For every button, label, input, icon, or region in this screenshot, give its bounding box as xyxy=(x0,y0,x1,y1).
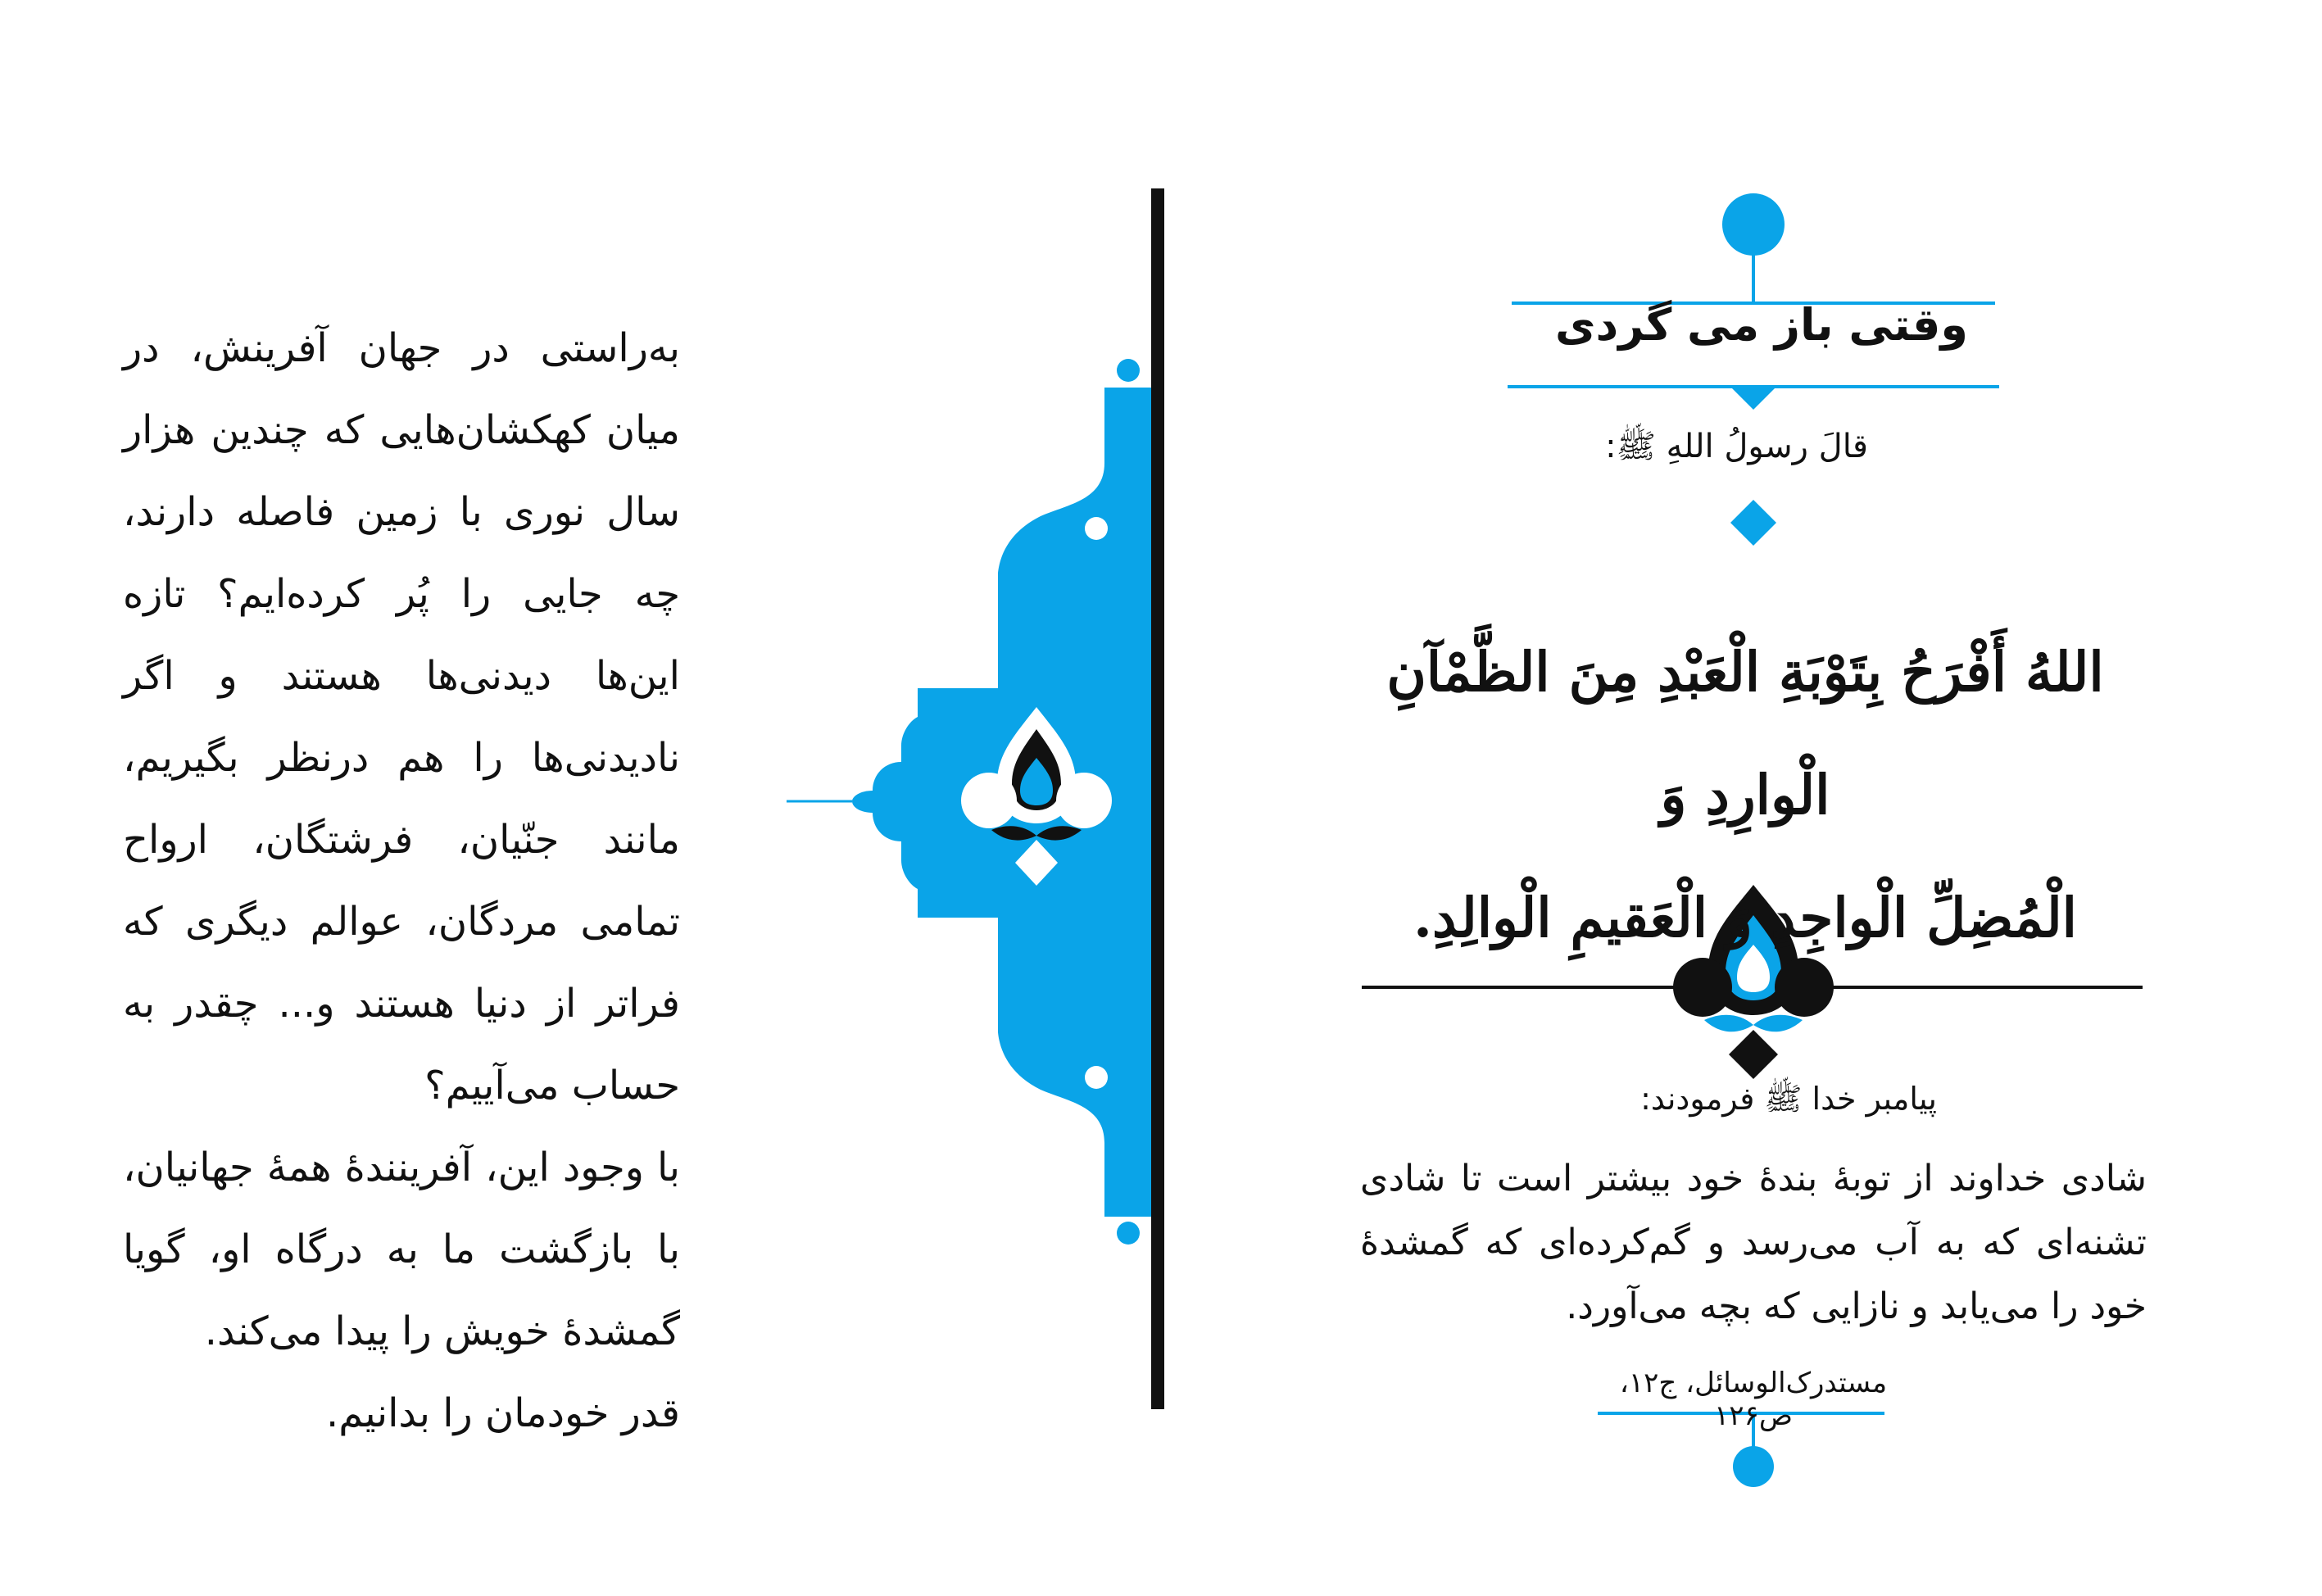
hadith-arabic xyxy=(1352,610,2138,979)
hadith-line-2: الْمُضِلِّ الْواجِدِ وَ الْعَقيمِ الْوالِدِ. xyxy=(1413,886,2078,950)
page-title: وقتی باز می گردی xyxy=(1555,299,1968,351)
center-divider-ornament xyxy=(787,188,1172,1434)
translation-intro: پیامبر خدا ﷺ فرمودند: xyxy=(1640,1081,1937,1117)
arabic-intro: قالَ رسولُ اللهِ ﷺ: xyxy=(1605,428,1868,465)
vertical-divider-bar xyxy=(1151,188,1164,1409)
title-arrow xyxy=(1730,387,1776,410)
top-circle xyxy=(1722,193,1785,256)
bottom-circle xyxy=(1733,1446,1774,1487)
upper-white-dot xyxy=(1085,517,1108,540)
bottom-dot xyxy=(1117,1222,1140,1245)
source-citation: مستدرک‌الوسائل، ج۱۲، ص۱۲۶ xyxy=(1619,1367,1888,1432)
translation-text xyxy=(1360,1147,2147,1339)
translation-paragraph: شادی خداوند از توبهٔ بندهٔ خود بیشتر است تا شادی تشنه‌ای که به آب می‌رسد و گم‌کرده‌ای که گمشدهٔ خود را می‌یابد و نازایی که بچه می‌آورد. xyxy=(1360,1158,2147,1327)
hadith-line-1: اللهُ أَفْرَحُ بِتَوْبَةِ الْعَبْدِ مِنَ الظَّمْآنِ الْوارِدِ وَ xyxy=(1386,640,2104,827)
lower-white-dot xyxy=(1085,1066,1108,1089)
left-paragraph-3: قدر خودمان را بدانیم. xyxy=(326,1390,680,1436)
top-dot xyxy=(1117,359,1140,382)
left-paragraph-2: با وجود این، آفرینندهٔ همهٔ جهانیان، با بازگشت ما به درگاه او، گویا گمشدهٔ خویش را پیدا می‌کند. xyxy=(123,1145,680,1354)
left-page-text xyxy=(123,307,680,1454)
left-paragraph-1: به‌راستی در جهان آفرینش، در میان کهکشان‌هایی که چندین هزار سال نوری با زمین فاصله دارند، چه جایی را پُر کرده‌ایم؟ تازه این‌ها دیدنی‌ها هستند و اگر نادیدنی‌ها را هم درنظر بگیریم، مانند جنّیان، فرشتگان، ارواح تمامی مردگان، عوالم دیگری که فراتر از دنیا هستند و... چقدر به حساب می‌آییم؟ xyxy=(123,325,680,1109)
blue-diamond xyxy=(1730,500,1776,546)
